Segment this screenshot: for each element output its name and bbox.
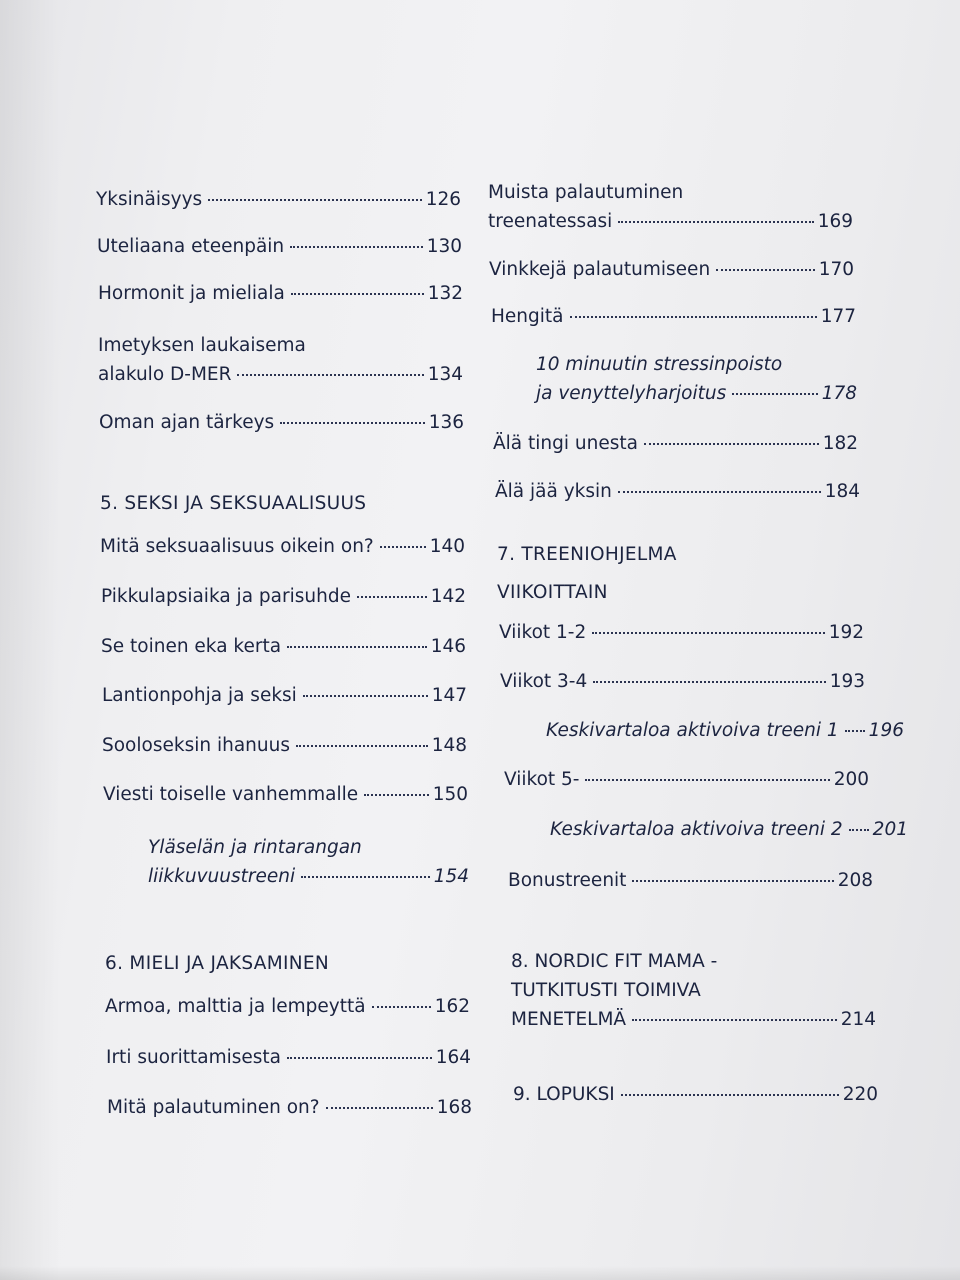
entry-title-line: Viikot 5- (504, 769, 580, 790)
page-number: 132 (427, 283, 463, 304)
entry-title-line: Viikot 1-2 (499, 622, 587, 643)
entry-title-line: Lantionpohja ja seksi (102, 685, 297, 706)
entry-title-line: treenatessasi (488, 211, 613, 232)
toc-entry (491, 302, 856, 331)
toc-entry (508, 866, 873, 895)
page-number: 193 (829, 671, 865, 692)
chapter-heading-text: VIIKOITTAIN (497, 582, 608, 603)
entry-title-line: Mitä seksuaalisuus oikein on? (100, 536, 374, 557)
entry-title-line: Armoa, malttia ja lempeyttä (105, 996, 366, 1017)
entry-title-line: ja venyttelyharjoitus (536, 383, 727, 404)
page-number: 148 (431, 735, 467, 756)
toc-entry (100, 532, 465, 561)
dot-leader (732, 393, 817, 395)
page-number: 140 (429, 536, 465, 557)
entry-title-line: 9. LOPUKSI (513, 1084, 615, 1105)
dot-leader (716, 269, 815, 271)
dot-leader (296, 745, 428, 747)
toc-chapter-heading (105, 945, 329, 983)
toc-left-column (96, 0, 472, 1280)
page-number: 146 (430, 636, 466, 657)
entry-title-line: Viikot 3-4 (500, 671, 588, 692)
dot-leader (570, 316, 817, 318)
entry-title-line: Imetyksen laukaisema (98, 335, 306, 356)
page-number: 196 (868, 720, 904, 741)
dot-leader (357, 596, 427, 598)
entry-title-line: Älä jää yksin (495, 481, 612, 502)
entry-title-line: Hengitä (491, 306, 564, 327)
dot-leader (632, 1019, 837, 1021)
toc-entry (102, 731, 467, 760)
page-number: 136 (428, 412, 464, 433)
page-number: 184 (824, 481, 860, 502)
page-number: 178 (821, 383, 857, 404)
dot-leader (372, 1006, 431, 1008)
page-number: 162 (434, 996, 470, 1017)
toc-entry (103, 780, 468, 809)
toc-entry (106, 1043, 471, 1072)
toc-chapter-heading (100, 485, 366, 523)
entry-title-line: 10 minuutin stressinpoisto (536, 354, 783, 375)
page-number: 168 (436, 1097, 472, 1118)
dot-leader (326, 1107, 433, 1109)
page-number: 200 (833, 769, 869, 790)
page-number: 182 (822, 433, 858, 454)
toc-entry (495, 477, 860, 506)
entry-title-line: Muista palautuminen (488, 182, 684, 203)
dot-leader (208, 199, 422, 201)
toc-entry (99, 408, 464, 437)
dot-leader (592, 632, 824, 634)
dot-leader (644, 443, 819, 445)
toc-entry (105, 992, 470, 1021)
dot-leader (290, 246, 423, 248)
toc-entry (500, 667, 865, 696)
toc-exercise-entry (506, 815, 908, 844)
toc-exercise-entry (502, 716, 904, 745)
toc-entry (504, 765, 869, 794)
entry-title-line: Mitä palautuminen on? (107, 1097, 320, 1118)
page-number: 150 (432, 784, 468, 805)
dot-leader (237, 374, 423, 376)
dot-leader (849, 829, 869, 831)
page-number: 201 (872, 819, 908, 840)
toc-entry (488, 178, 853, 236)
dot-leader (585, 779, 829, 781)
dot-leader (287, 1057, 432, 1059)
toc-entry (101, 632, 466, 661)
toc-entry (98, 279, 463, 308)
entry-title-line: MENETELMÄ (511, 1009, 627, 1030)
toc-entry (499, 618, 864, 647)
page-number: 147 (431, 685, 467, 706)
entry-title-line: Irti suorittamisesta (106, 1047, 282, 1068)
dot-leader (845, 730, 865, 732)
toc-chapter-entry (511, 947, 876, 1034)
toc-entry (493, 429, 858, 458)
entry-title-line: TUTKITUSTI TOIMIVA (511, 980, 701, 1001)
toc-chapter-entry (513, 1080, 878, 1109)
page-number: 214 (840, 1009, 876, 1030)
entry-title-line: alakulo D-MER (98, 364, 232, 385)
page-number: 154 (433, 866, 469, 887)
entry-title-line: Keskivartaloa aktivoiva treeni 2 (550, 819, 843, 840)
dot-leader (364, 794, 429, 796)
toc-entry (97, 232, 462, 261)
entry-title-line: Viesti toiselle vanhemmalle (103, 784, 359, 805)
chapter-heading-text: 7. TREENIOHJELMA (497, 544, 677, 565)
dot-leader (287, 646, 427, 648)
entry-title-line: Oman ajan tärkeys (99, 412, 275, 433)
dot-leader (618, 221, 813, 223)
dot-leader (618, 491, 821, 493)
entry-title-line: Yläselän ja rintarangan (148, 837, 362, 858)
entry-title-line: Vinkkejä palautumiseen (489, 259, 711, 280)
entry-title-line: Se toinen eka kerta (101, 636, 282, 657)
page-shadow-left (0, 0, 60, 1280)
entry-title-line: Hormonit ja mieliala (98, 283, 285, 304)
page-number: 169 (817, 211, 853, 232)
toc-entry (96, 185, 461, 214)
entry-title-line: Yksinäisyys (96, 189, 203, 210)
entry-title-line: Älä tingi unesta (493, 433, 638, 454)
toc-entry (98, 331, 463, 389)
entry-title-line: Keskivartaloa aktivoiva treeni 1 (546, 720, 839, 741)
entry-title-line: liikkuvuustreeni (148, 866, 296, 887)
toc-right-column (487, 0, 908, 1280)
entry-title-line: Bonustreenit (508, 870, 627, 891)
page-number: 130 (426, 236, 462, 257)
toc-chapter-heading (497, 536, 677, 612)
toc-entry (101, 582, 466, 611)
dot-leader (291, 293, 424, 295)
page-number: 126 (425, 189, 461, 210)
entry-title-line: Pikkulapsiaika ja parisuhde (101, 586, 351, 607)
page-edge (0, 1266, 960, 1280)
page-number: 208 (837, 870, 873, 891)
page-number: 220 (842, 1084, 878, 1105)
dot-leader (303, 695, 428, 697)
toc-entry (107, 1093, 472, 1122)
entry-title-line: 8. NORDIC FIT MAMA - (511, 951, 718, 972)
dot-leader (301, 876, 430, 878)
chapter-heading-text: 6. MIELI JA JAKSAMINEN (105, 953, 329, 974)
page-number: 177 (820, 306, 856, 327)
toc-entry (489, 255, 854, 284)
dot-leader (280, 422, 425, 424)
dot-leader (632, 880, 833, 882)
entry-title-line: Uteliaana eteenpäin (97, 236, 285, 257)
page-number: 134 (427, 364, 463, 385)
toc-exercise-entry (492, 350, 857, 408)
toc-entry (102, 681, 467, 710)
toc-exercise-entry (104, 833, 469, 891)
page-number: 164 (435, 1047, 471, 1068)
page-number: 142 (430, 586, 466, 607)
page-number: 192 (828, 622, 864, 643)
dot-leader (593, 681, 825, 683)
dot-leader (621, 1094, 839, 1096)
page-number: 170 (818, 259, 854, 280)
chapter-heading-text: 5. SEKSI JA SEKSUAALISUUS (100, 493, 367, 514)
dot-leader (380, 546, 426, 548)
entry-title-line: Sooloseksin ihanuus (102, 735, 290, 756)
